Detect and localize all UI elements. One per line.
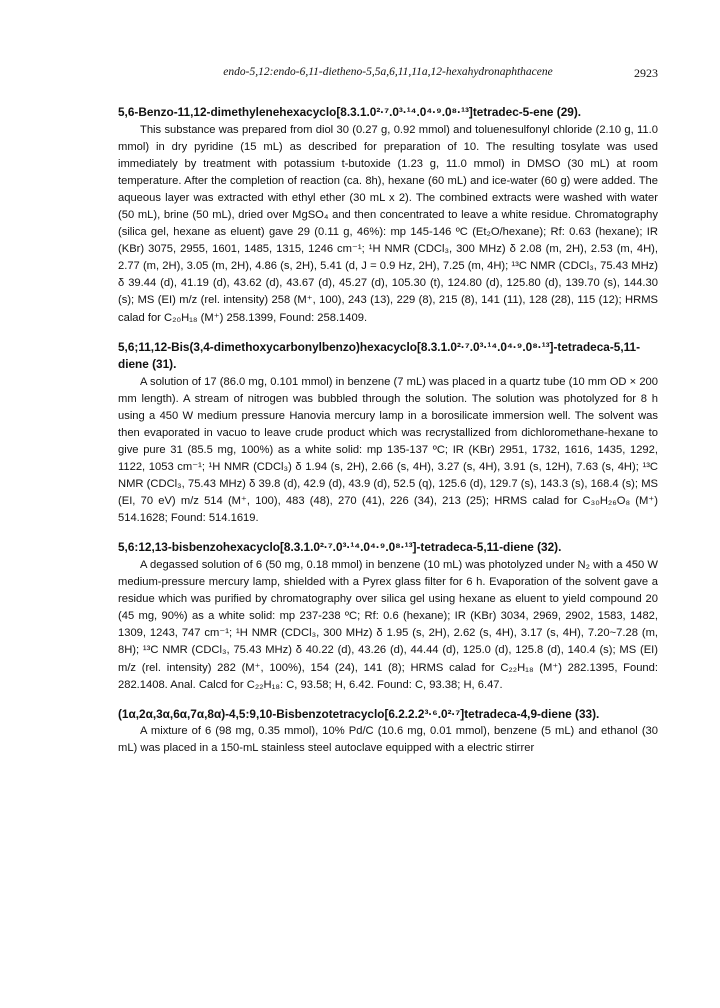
page-header [118,66,658,82]
compound-procedure: A mixture of 6 (98 mg, 0.35 mmol), 10% Pd/C (10.6 mg, 0.01 mmol), benzene (5 mL) and ethanol (30 mL) was placed in a 150-mL stainless steel autoclave equipped with a electric stirrer [118,725,658,755]
compound-title: 5,6:12,13-bisbenzohexacyclo[8.3.1.0²·⁷.0³·¹⁴.0⁴·⁹.0⁸·¹³]-tetradeca-5,11-diene (32). [118,540,562,555]
compound-29-entry [118,104,658,327]
running-title: endo-5,12:endo-6,11-dietheno-5,5a,6,11,11a,12-hexahydronaphthacene [223,66,553,78]
compound-title: 5,6-Benzo-11,12-dimethylenehexacyclo[8.3.1.0²·⁷.0³·¹⁴.0⁴·⁹.0⁸·¹³]tetradec-5-ene (29). [118,105,582,119]
page-number: 2923 [634,66,658,80]
compound-31-entry [118,339,658,528]
compound-procedure: A solution of 17 (86.0 mg, 0.101 mmol) in benzene (7 mL) was placed in a quartz tube (10 mm OD × 200 mm length). A stream of nitrogen was bubbled through the solution. The solution was photolyzed for 8 h using a 450 W medium pressure Hanovia mercury lamp in a borosilicate immersion well. The solvent was then evaporated in vacuo to leave crude product which was recrystallized from dichloromethane-hexane to give pure 31 (85.5 mg, 100%) as a white solid: mp 135-137 ºC; IR (KBr) 2951, 1732, 1616, 1435, 1292, 1122, 1053 cm⁻¹; ¹H NMR (CDCl₃) δ 1.94 (s, 2H), 2.66 (s, 4H), 3.27 (s, 4H), 3.91 (s, 12H), 7.63 (s, 4H); ¹³C NMR (CDCl₃, 75.43 MHz) δ 39.8 (d), 42.9 (d), 43.9 (d), 52.5 (q), 125.6 (d), 129.7 (s), 143.3 (s), 168.4 (s); MS (EI, 70 eV) m/z 514 (M⁺, 100), 483 (48), 270 (41), 226 (34), 213 (25); HRMS calad for C₃₀H₂₆O₈ (M⁺) 514.1628; Found: 514.1619. [118,375,658,525]
compound-procedure: This substance was prepared from diol 30 (0.27 g, 0.92 mmol) and toluenesulfonyl chloride (2.10 g, 11.0 mmol) in dry pyridine (15 mL) as described for preparation of 10. The resulting tosylate was used immediately by treatment with potassium t-butoxide (1.23 g, 11.0 mmol) in DMSO (30 mL) at room temperature. After the completion of reaction (ca. 8h), hexane (60 mL) and ice-water (60 g) were added. The aqueous layer was extracted with ethyl ether (30 mL x 2). The combined extracts were washed with water (50 mL), brine (50 mL), dried over MgSO₄ and then concentrated to leave a white residue. Chromatography (silica gel, hexane as eluent) gave 29 (0.11 g, 46%): mp 145-146 ºC (Et₂O/hexane); Rf: 0.63 (hexane); IR (KBr) 3075, 2955, 1601, 1485, 1315, 1246 cm⁻¹; ¹H NMR (CDCl₃, 300 MHz) δ 2.08 (m, 2H), 2.53 (m, 4H), 2.77 (m, 2H), 3.05 (m, 2H), 4.86 (s, 2H), 5.41 (d, J = 0.9 Hz, 2H), 7.25 (m, 4H); ¹³C NMR (CDCl₃, 75.43 MHz) δ 39.44 (d), 41.19 (d), 43.62 (d), 43.67 (d), 45.27 (d), 105.30 (t), 124.80 (d), 125.80 (d), 139.70 (s), 144.30 (s); MS (EI) m/z (rel. intensity) 258 (M⁺, 100), 243 (13), 229 (8), 215 (8), 141 (11), 128 (28), 115 (12); HRMS calad for C₂₀H₁₈ (M⁺) 258.1399, Found: 258.1409. [118,123,658,324]
compound-title: 5,6;11,12-Bis(3,4-dimethoxycarbonylbenzo)hexacyclo[8.3.1.0²·⁷.0³·¹⁴.0⁴·⁹.0⁸·¹³]-tetradeca-5,11-diene (31). [118,339,641,372]
experimental-section [118,104,658,769]
compound-33-entry [118,706,658,758]
compound-title: (1α,2α,3α,6α,7α,8α)-4,5:9,10-Bisbenzotetracyclo[6.2.2.2³·⁶.0²·⁷]tetradeca-4,9-diene (33). [118,706,600,721]
compound-32-entry [118,539,658,693]
compound-procedure: A degassed solution of 6 (50 mg, 0.18 mmol) in benzene (10 mL) was photolyzed under N₂ with a 450 W medium-pressure mercury lamp, shielded with a Pyrex glass filter for 6 h. Evaporation of the solvent gave a residue which was purified by chromatography over silica gel using hexane as eluent to yield compound 20 (45 mg, 90%) as a white solid: mp 237-238 ºC; Rf: 0.6 (hexane); IR (KBr) 3034, 2969, 2902, 1583, 1482, 1309, 1243, 747 cm⁻¹; ¹H NMR (CDCl₃, 300 MHz) δ 1.95 (s, 2H), 2.62 (s, 4H), 3.17 (s, 4H), 7.20~7.28 (m, 8H); ¹³C NMR (CDCl₃, 75.43 MHz) δ 40.22 (d), 43.26 (d), 44.44 (d), 125.0 (d), 125.8 (d), 140.4 (s); MS (EI) m/z (rel. intensity) 282 (M⁺, 100%), 154 (24), 141 (8); HRMS calad for C₂₂H₁₈ (M⁺) 282.1395, Found: 282.1408. Anal. Calcd for C₂₂H₁₈: C, 93.58; H, 6.42. Found: C, 93.38; H, 6.47. [118,558,658,691]
